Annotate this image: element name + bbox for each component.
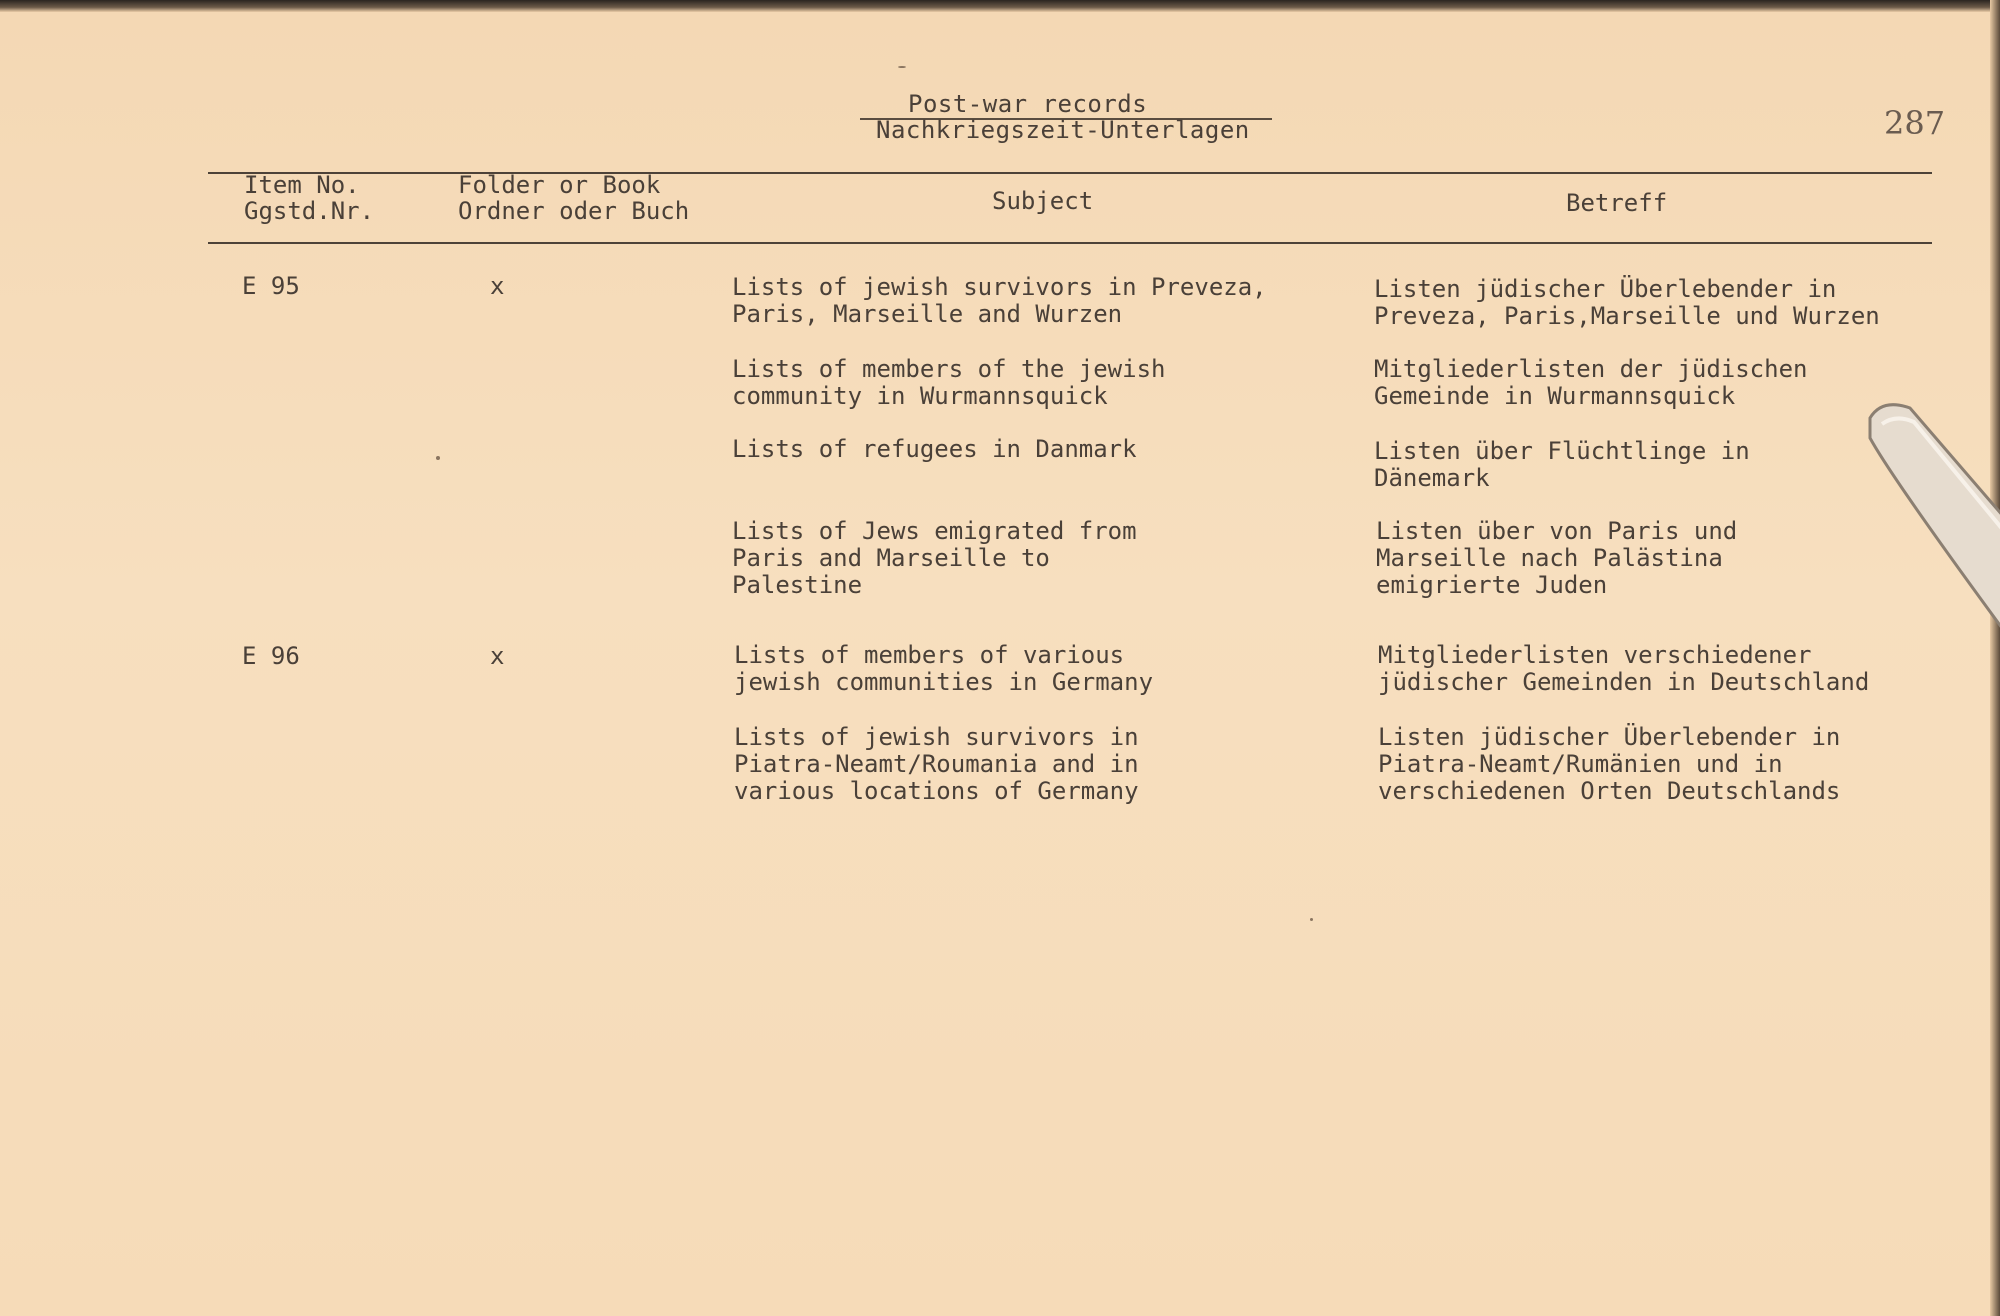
item-number: E 95 [242,272,300,300]
subject-line: Piatra-Neamt/Roumania and in [734,750,1139,778]
column-header-subject [992,188,1093,214]
page-top-edge [0,0,2000,12]
subject-line: community in Wurmannsquick [732,382,1108,410]
betreff-line: Preveza, Paris,Marseille und Wurzen [1374,302,1880,330]
betreff-line: Dänemark [1374,464,1490,492]
betreff-entry [1374,438,1750,492]
subject-entry [732,274,1267,328]
column-header-line: Subject [992,187,1094,215]
subject-line: Lists of members of various [734,641,1125,669]
subject-line: Lists of jewish survivors in [734,723,1139,751]
subject-entry [734,724,1139,805]
subject-entry [732,518,1137,599]
column-header-line: Betreff [1566,189,1668,217]
column-header-folder [458,172,689,224]
betreff-line: emigrierte Juden [1376,571,1608,599]
betreff-line: Marseille nach Palästina [1376,544,1723,572]
betreff-line: verschiedenen Orten Deutschlands [1378,777,1841,805]
subject-line: Lists of Jews emigrated from [732,517,1137,545]
paper-speck [1310,918,1313,921]
subject-line: Paris, Marseille and Wurzen [732,300,1123,328]
subject-line: various locations of Germany [734,777,1139,805]
subject-line: Paris and Marseille to [732,544,1050,572]
column-header-line: Item No. [244,171,360,199]
betreff-line: Piatra-Neamt/Rumänien und in [1378,750,1783,778]
betreff-line: Listen über von Paris und [1376,517,1738,545]
page-right-edge [1990,0,2000,1316]
subject-entry [734,642,1153,696]
betreff-line: Gemeinde in Wurmannsquick [1374,382,1736,410]
betreff-entry [1378,724,1840,805]
folder-mark: x [490,272,505,300]
betreff-line: Listen jüdischer Überlebender in [1378,723,1841,751]
betreff-line: Listen jüdischer Überlebender in [1374,275,1837,303]
betreff-line: Listen über Flüchtlinge in [1374,437,1750,465]
column-header-line: Folder or Book [458,171,661,199]
betreff-entry [1378,642,1869,696]
subject-line: Lists of jewish survivors in Preveza, [732,273,1267,301]
title-english: Post-war records [908,90,1148,118]
subject-line: Lists of refugees in Danmark [732,435,1137,463]
subject-entry [732,356,1165,410]
column-header-line: Ordner oder Buch [458,197,690,225]
betreff-line: Mitgliederlisten verschiedener [1378,641,1812,669]
tweezer-tip-icon [1862,398,2000,658]
betreff-line: Mitgliederlisten der jüdischen [1374,355,1808,383]
betreff-entry [1376,518,1737,599]
column-header-line: Ggstd.Nr. [244,197,375,225]
subject-line: Lists of members of the jewish [732,355,1166,383]
betreff-entry [1374,276,1880,330]
betreff-entry [1374,356,1807,410]
betreff-line: jüdischer Gemeinden in Deutschland [1378,668,1870,696]
page-number: 287 [1884,104,1946,142]
subject-entry [732,436,1137,463]
title-german: Nachkriegszeit-Unterlagen [876,116,1250,144]
paper-speck [898,66,906,68]
subject-line: Palestine [732,571,863,599]
column-header-item-no [244,172,374,224]
item-number: E 96 [242,642,300,670]
subject-line: jewish communities in Germany [734,668,1154,696]
paper-speck [436,456,440,460]
folder-mark: x [490,642,505,670]
column-header-betreff [1566,190,1667,216]
header-rule-bottom [208,242,1932,244]
